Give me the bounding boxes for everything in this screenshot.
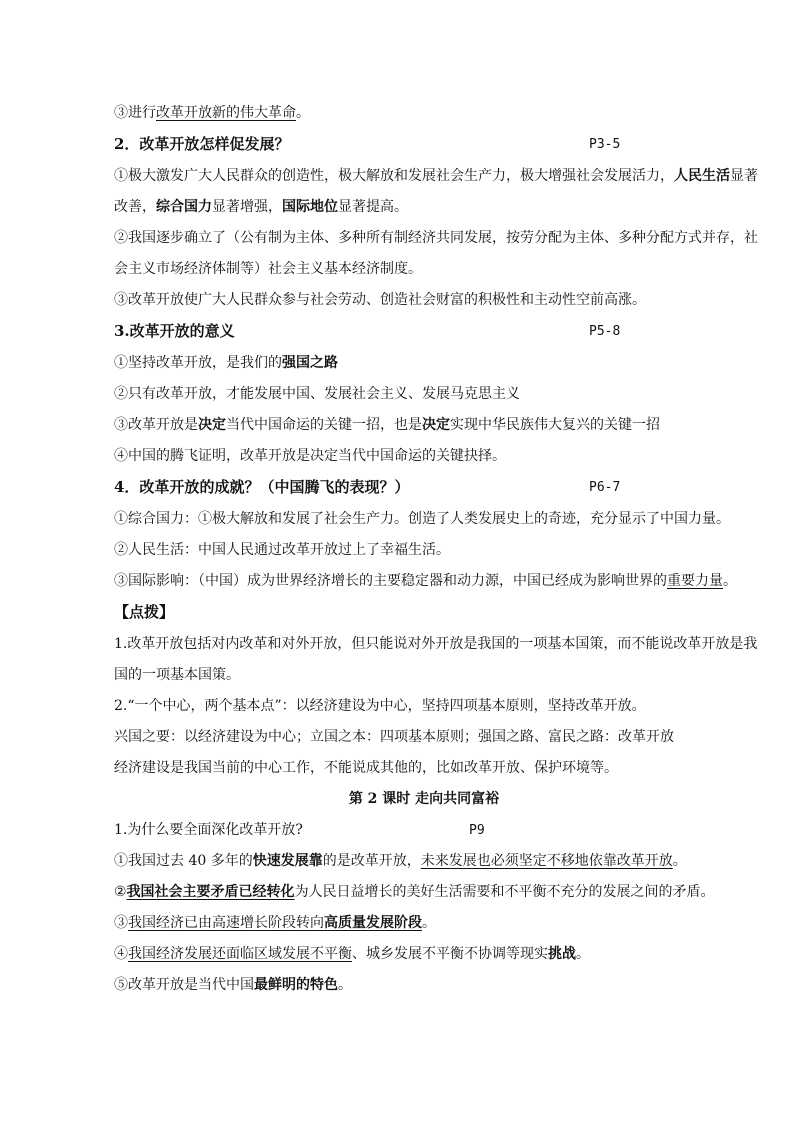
- bold-text: 挑战: [548, 946, 576, 962]
- s3-point-4: ④中国的腾飞证明，改革开放是决定当代中国命运的关键抉择。: [114, 448, 506, 464]
- text: 的是改革开放，: [322, 853, 421, 869]
- underlined-text: 我国经济发展还面临区域发展不平衡: [128, 946, 352, 962]
- bold-text: 决定: [198, 417, 226, 433]
- page-ref: P3-5: [589, 137, 621, 152]
- question-title: 1.为什么要全面深化改革开放?: [114, 822, 303, 838]
- section-title: 2．改革开放怎样促发展？: [114, 135, 290, 153]
- bold-text: 国际地位: [282, 199, 338, 215]
- text: 显著: [730, 168, 758, 184]
- s2-point-1a: [114, 161, 758, 192]
- s3-point-3: [114, 410, 734, 441]
- bold-text: 强国之路: [282, 355, 338, 371]
- s4-point-3: [114, 566, 737, 597]
- s2-title: [114, 129, 734, 161]
- text: ①我国过去 40 多年的: [114, 853, 253, 869]
- text: 为人民日益增长的美好生活需要和不平衡不充分的发展之间的矛盾。: [294, 884, 715, 900]
- text: 。: [422, 915, 436, 931]
- text: 显著增强，: [212, 199, 282, 215]
- text: 。: [576, 946, 590, 962]
- underlined-text: 我国社会主要矛盾已经转化: [126, 884, 295, 900]
- text: 当代中国命运的关键一招，也是: [226, 417, 422, 433]
- s1-point-3: [114, 98, 734, 129]
- underlined-text: 高质量发展阶段: [324, 915, 422, 931]
- tip-1b: 国的一项基本国策。: [114, 667, 240, 683]
- tip-3: 兴国之要：以经济建设为中心；立国之本：四项基本原则；强国之路、富民之路：改革开放: [114, 729, 674, 745]
- s4-point-1: ①综合国力：①极大解放和发展了社会生产力。创造了人类发展史上的奇迹，充分显示了中国力量。: [114, 511, 730, 527]
- s4-point-2: ②人民生活：中国人民通过改革开放过上了幸福生活。: [114, 542, 450, 558]
- underlined-text: 我国经济已由高速增长阶段转向: [128, 915, 324, 931]
- text: ③进行: [114, 105, 156, 121]
- text: ③国际影响：（中国）成为世界经济增长的主要稳定器和动力源，中国已经成为影响世界的: [114, 573, 667, 589]
- lesson2-question-1: [114, 815, 734, 846]
- s3-point-1: [114, 348, 734, 379]
- text: 实现中华民族伟大复兴的关键一招: [450, 417, 660, 433]
- text: ②: [114, 884, 127, 900]
- page-ref: P9: [469, 823, 485, 838]
- underlined-text: 未来发展也必须坚定不移地依靠改革开放: [420, 853, 673, 869]
- page-ref: P6-7: [589, 480, 621, 495]
- page-ref: P5-8: [589, 324, 621, 339]
- text: 。: [723, 573, 737, 589]
- text: 。: [296, 105, 310, 121]
- underlined-text: 改革开放新的伟大革命: [156, 105, 296, 121]
- s3-point-2: ②只有改革开放，才能发展中国、发展社会主义、发展马克思主义: [114, 386, 520, 402]
- text: ①坚持改革开放，是我们的: [114, 355, 282, 371]
- lesson-heading: 第 2 课时 走向共同富裕: [348, 791, 500, 807]
- tip-4: 经济建设是我国当前的中心工作，不能说成其他的，比如改革开放、保护环境等。: [114, 760, 618, 776]
- bold-text: 综合国力: [156, 199, 212, 215]
- text: ③: [114, 915, 128, 931]
- text: 显著提高。: [338, 199, 408, 215]
- lesson2-point-1: [114, 846, 734, 877]
- text: 、城乡发展不平衡不协调等现实: [352, 946, 548, 962]
- text: ⑤改革开放是当代中国: [114, 977, 254, 993]
- lesson2-point-3: [114, 908, 734, 939]
- bold-text: 快速发展靠: [252, 853, 323, 869]
- bold-text: 人民生活: [674, 168, 730, 184]
- tip-2: 2.“一个中心，两个基本点”：以经济建设为中心，坚持四项基本原则，坚持改革开放。: [114, 698, 646, 714]
- text: ④: [114, 946, 128, 962]
- text: 改善，: [114, 199, 156, 215]
- lesson2-point-2: [114, 877, 734, 908]
- s2-point-3: ③改革开放使广大人民群众参与社会劳动、创造社会财富的积极性和主动性空前高涨。: [114, 292, 646, 308]
- tips-title: [114, 597, 734, 629]
- lesson2-point-4: [114, 939, 734, 970]
- underlined-text: 重要力量: [667, 573, 723, 589]
- lesson2-point-5: [114, 970, 734, 1001]
- s3-title: [114, 316, 734, 348]
- text: ③改革开放是: [114, 417, 198, 433]
- text: 。: [672, 853, 687, 869]
- section-title: 4．改革开放的成就？（中国腾飞的表现？）: [114, 478, 410, 496]
- text: 。: [338, 977, 352, 993]
- s2-point-1b: [114, 192, 734, 223]
- bold-text: 决定: [422, 417, 450, 433]
- text: ①极大激发广大人民群众的创造性，极大解放和发展社会生产力，极大增强社会发展活力，: [114, 168, 674, 184]
- section-title: 3.改革开放的意义: [114, 322, 235, 340]
- tip-1a: 1.改革开放包括对内改革和对外开放，但只能说对外开放是我国的一项基本国策，而不能说改革开放是我: [114, 636, 758, 652]
- s2-point-2a: ②我国逐步确立了（公有制为主体、多种所有制经济共同发展，按劳分配为主体、多种分配方式并存，社: [114, 230, 758, 246]
- bold-text: 最鲜明的特色: [254, 977, 338, 993]
- s4-title: [114, 472, 734, 504]
- tips-heading: 【点拨】: [114, 603, 175, 621]
- s2-point-2b: 会主义市场经济体制等）社会主义基本经济制度。: [114, 261, 422, 277]
